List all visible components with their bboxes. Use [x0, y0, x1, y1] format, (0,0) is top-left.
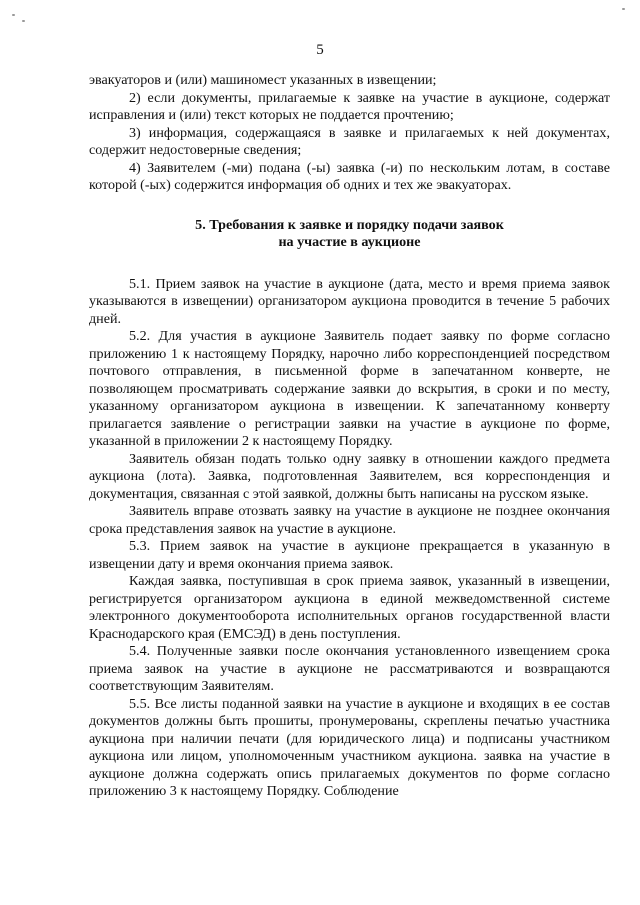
paragraph: Заявитель обязан подать только одну заявку в отношении каждого предмета аукциона (лота). Заявка, подготовленная Заявителем, вся корреспонденция и документация, связанная с этой заявкой, должны быть написаны на русском языке. — [89, 450, 610, 502]
section-heading-line: на участие в аукционе — [278, 234, 421, 250]
paragraph: 4) Заявителем (-ми) подана (-ы) заявка (-и) по нескольким лотам, в составе которой (-ых) содержится информация об одних и тех же эвакуаторах. — [89, 159, 610, 193]
scan-speck — [622, 8, 625, 10]
paragraph: 5.3. Прием заявок на участие в аукционе прекращается в указанную в извещении дату и время окончания приема заявок. — [89, 538, 610, 572]
section-heading — [89, 217, 610, 252]
paragraph: Каждая заявка, поступившая в срок приема заявок, указанный в извещении, регистрируется организатором аукциона в единой межведомственной системе электронного документооборота исполнительных органов государственной власти Краснодарского края (ЕМСЭД) в день поступления. — [89, 573, 610, 642]
paragraph: 5.4. Полученные заявки после окончания установленного извещением срока приема заявок на участие в аукционе не рассматриваются и возвращаются соответствующим Заявителям. — [89, 643, 610, 694]
paragraph: 5.2. Для участия в аукционе Заявитель подает заявку по форме согласно приложению 1 к настоящему Порядку, нарочно либо корреспонденцией посредством почтового отправления, в письменной форме в запечатанном конверте, не позволяющем просматривать содержание заявки до вскрытия, в сроки и по месту, указанному организатором аукциона в извещении. К запечатанному конверту прилагается заявление о регистрации заявки на участие в аукционе по форме, указанной в приложении 2 к настоящему Порядку. — [89, 328, 610, 449]
scan-speck — [12, 14, 15, 16]
paragraph: 3) информация, содержащаяся в заявке и прилагаемых к ней документах, содержит недостоверные сведения; — [89, 124, 610, 158]
paragraph: Заявитель вправе отозвать заявку на участие в аукционе не позднее окончания срока представления заявок на участие в аукционе. — [89, 503, 610, 537]
paragraph: 2) если документы, прилагаемые к заявке на участие в аукционе, содержат исправления и (или) текст которых не поддается прочтению; — [89, 89, 610, 123]
page-number: 5 — [316, 42, 324, 58]
section-heading-line: 5. Требования к заявке и порядку подачи заявок — [195, 216, 504, 233]
paragraph: 5.5. Все листы поданной заявки на участие в аукционе и входящих в ее состав документов должны быть прошиты, пронумерованы, скреплены печатью участника аукциона при наличии печати (для юридического лица) и подписаны участником аукциона или лицом, уполномоченным участником аукциона. заявка на участие в аукционе должна содержать опись прилагаемых документов по форме согласно приложению 3 к настоящему Порядку. Соблюдение — [89, 695, 610, 799]
paragraph: 5.1. Прием заявок на участие в аукционе (дата, место и время приема заявок указываются в извещении) организатором аукциона проводится в течение 5 рабочих дней. — [89, 275, 610, 327]
document-body — [89, 72, 610, 801]
paragraph: эвакуаторов и (или) машиномест указанных в извещении; — [89, 72, 437, 88]
scan-speck — [22, 20, 25, 22]
